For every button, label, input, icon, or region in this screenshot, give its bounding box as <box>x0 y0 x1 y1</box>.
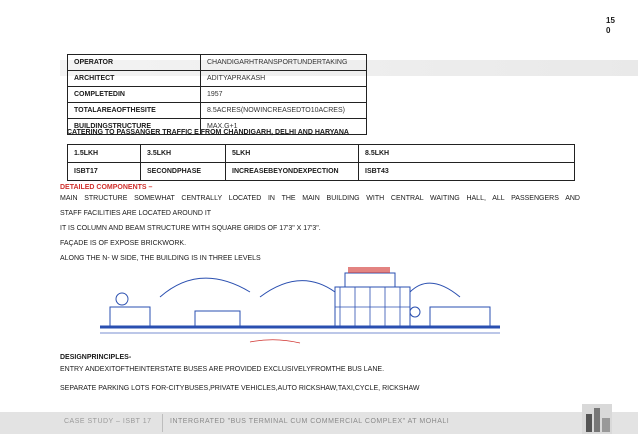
info-label: COMPLETEDIN <box>68 87 201 103</box>
design-line: ENTRY ANDEXITOFTHEINTERSTATE BUSES ARE PROVIDED EXCLUSIVELYFROMTHE BUS LANE. <box>60 366 385 373</box>
footer-case-study: CASE STUDY – ISBT 17 <box>64 418 152 425</box>
page-number <box>606 16 620 36</box>
design-heading: DESIGNPRINCIPLES- <box>60 354 132 361</box>
table-row <box>68 55 367 71</box>
logo-icon <box>580 400 616 436</box>
table-row <box>68 163 575 181</box>
info-value: ADITYAPRAKASH <box>201 71 367 87</box>
traffic-cell: 3.5LKH <box>141 145 226 163</box>
components-line: MAIN STRUCTURE SOMEWHAT CENTRALLY LOCATED IN THE MAIN BUILDING WITH CENTRAL WAITING HALL, ALL PASSENGERS AND <box>60 195 580 202</box>
info-label: OPERATOR <box>68 55 201 71</box>
page-number-part: 0 <box>606 26 611 35</box>
components-line: STAFF FACILITIES ARE LOCATED AROUND IT <box>60 210 212 217</box>
footer-bar <box>0 412 638 434</box>
traffic-table <box>67 144 575 181</box>
components-line: FAÇADE IS OF EXPOSE BRICKWORK. <box>60 240 187 247</box>
table-row <box>68 103 367 119</box>
info-label: TOTALAREAOFTHESITE <box>68 103 201 119</box>
info-value: 8.5ACRES(NOWINCREASEDTO10ACRES) <box>201 103 367 119</box>
traffic-title: CATERING TO PASSANGER TRAFFIC E FROM CHANDIGARH, DELHI AND HARYANA <box>67 129 349 136</box>
design-line: SEPARATE PARKING LOTS FOR-CITYBUSES,PRIVATE VEHICLES,AUTO RICKSHAW,TAXI,CYCLE, RICKSHAW <box>60 385 420 392</box>
traffic-cell: 8.5LKH <box>359 145 575 163</box>
info-label: ARCHITECT <box>68 71 201 87</box>
table-row <box>68 87 367 103</box>
info-value: 1957 <box>201 87 367 103</box>
page-number-part: 15 <box>606 16 615 25</box>
footer-divider <box>162 414 163 432</box>
components-line: ALONG THE N- W SIDE, THE BUILDING IS IN THREE LEVELS <box>60 255 261 262</box>
traffic-cell: 1.5LKH <box>68 145 141 163</box>
traffic-cell: ISBT43 <box>359 163 575 181</box>
info-value: MAX.G+1 <box>201 119 367 135</box>
traffic-cell: ISBT17 <box>68 163 141 181</box>
project-info-table <box>67 54 367 135</box>
traffic-cell: 5LKH <box>226 145 359 163</box>
traffic-cell: SECONDPHASE <box>141 163 226 181</box>
info-label: BUILDINGSTRUCTURE <box>68 119 201 135</box>
traffic-cell: INCREASEBEYONDEXPECTION <box>226 163 359 181</box>
table-row <box>68 71 367 87</box>
footer-project-title: INTERGRATED "BUS TERMINAL CUM COMMERCIAL COMPLEX" AT MOHALI <box>170 418 450 425</box>
components-heading: DETAILED COMPONENTS – <box>60 184 153 191</box>
section-sketch <box>100 267 500 347</box>
components-line: IT IS COLUMN AND BEAM STRUCTURE WITH SQUARE GRIDS OF 17'3" X 17'3". <box>60 225 321 232</box>
table-row <box>68 145 575 163</box>
info-value: CHANDIGARHTRANSPORTUNDERTAKING <box>201 55 367 71</box>
